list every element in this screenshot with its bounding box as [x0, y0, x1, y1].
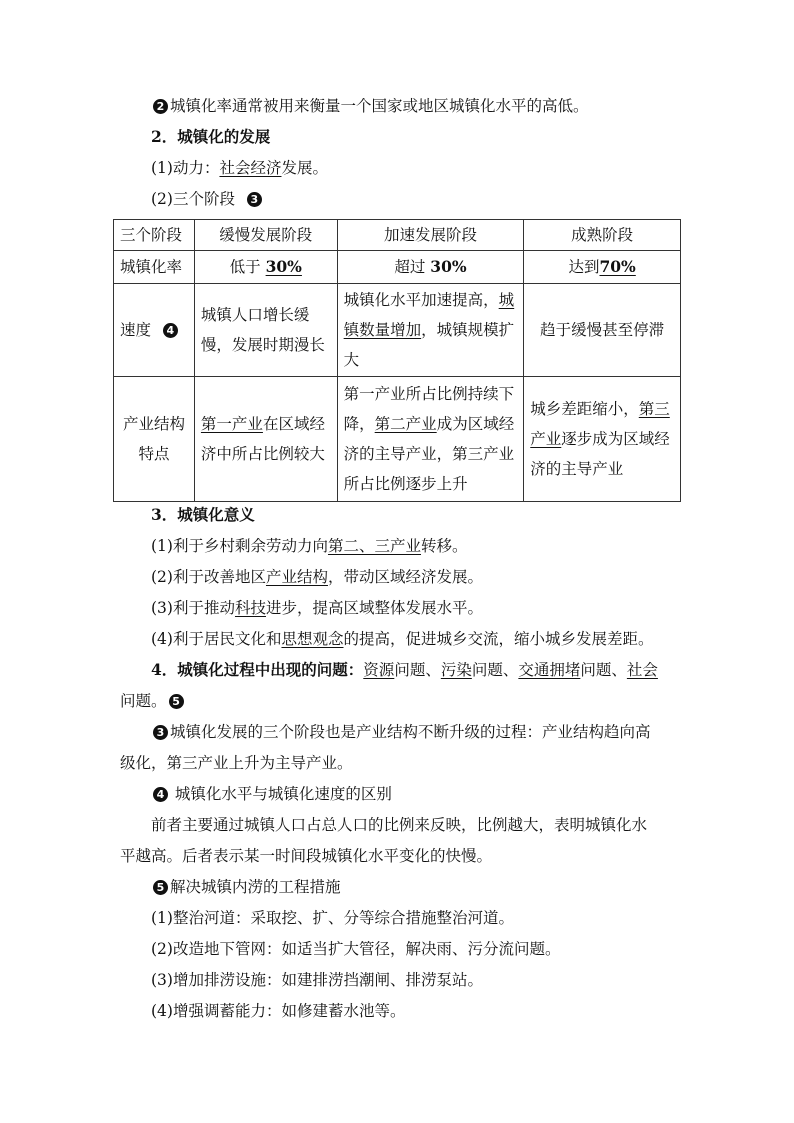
row-label: 城镇化率: [114, 251, 195, 284]
table-cell: 达到70%: [524, 251, 681, 284]
table-cell: 城乡差距缩小，第三产业逐步成为区域经济的主导产业: [524, 377, 681, 502]
note4-line1: 前者主要通过城镇人口占总人口的比例来反映，比例越大，表明城镇化水: [151, 816, 648, 834]
table-cell: 城镇化水平加速提高，城镇数量增加，城镇规模扩大: [337, 284, 524, 377]
table-row-speed: [114, 284, 681, 377]
table-cell: 城镇人口增长缓慢，发展时期漫长: [194, 284, 337, 377]
note5-item: (1)整治河道：采取挖、扩、分等综合措施整治河道。: [151, 909, 514, 927]
note5-title: 5 解决城镇内涝的工程措施: [151, 877, 341, 897]
section4-heading: 4．城镇化过程中出现的问题：: [151, 660, 364, 679]
section3-item4: (4)利于居民文化和思想观念的提高，促进城乡交流，缩小城乡发展差距。: [151, 630, 654, 648]
row-label: 产业结构特点: [114, 377, 195, 502]
intro-note: 2 城镇化率通常被用来衡量一个国家或地区城镇化水平的高低。: [151, 96, 589, 116]
section4-line2: 问题。 5: [120, 691, 186, 711]
note4-line2: 平越高。后者表示某一时间段城镇化水平变化的快慢。: [120, 847, 493, 865]
table-row-industry: [114, 377, 681, 502]
table-cell: 超过 30%: [337, 251, 524, 284]
table-header-cell: 加速发展阶段: [337, 220, 524, 251]
section2-item1: (1)动力：社会经济发展。: [151, 159, 328, 177]
table-header-cell: 缓慢发展阶段: [194, 220, 337, 251]
note5-item: (3)增加排涝设施：如建排涝挡潮闸、排涝泵站。: [151, 971, 483, 989]
section3-item1: (1)利于乡村剩余劳动力向第二、三产业转移。: [151, 537, 468, 555]
note4-title: 4 城镇化水平与城镇化速度的区别: [151, 784, 392, 804]
section2-heading: 2．城镇化的发展: [151, 127, 271, 146]
table-cell: 低于 30%: [194, 251, 337, 284]
note5-item: (2)改造地下管网：如适当扩大管径，解决雨、污分流问题。: [151, 940, 561, 958]
note-marker-4: 4: [163, 323, 178, 338]
table-header-row: [114, 220, 681, 251]
note-marker-4: 4: [153, 787, 168, 802]
row-label: 速度 4: [114, 284, 195, 377]
table-cell: 第一产业在区域经济中所占比例较大: [194, 377, 337, 502]
section4-line1: 4．城镇化过程中出现的问题：资源问题、污染问题、交通拥堵问题、社会: [151, 660, 658, 679]
section3-heading: 3．城镇化意义: [151, 505, 255, 524]
note3-line2: 级化，第三产业上升为主导产业。: [120, 754, 353, 772]
note-marker-3: 3: [153, 725, 168, 740]
table-header-cell: 三个阶段: [114, 220, 195, 251]
note-marker-3: 3: [247, 192, 262, 207]
note-marker-5: 5: [153, 880, 168, 895]
urbanization-stages-table: [113, 219, 681, 502]
section3-item2: (2)利于改善地区产业结构，带动区域经济发展。: [151, 568, 483, 586]
table-row-rate: [114, 251, 681, 284]
note-marker-5: 5: [169, 694, 184, 709]
note-marker-2: 2: [153, 99, 168, 114]
table-cell: 第一产业所占比例持续下降，第二产业成为区域经济的主导产业，第三产业所占比例逐步上升: [337, 377, 524, 502]
note3-line1: 3 城镇化发展的三个阶段也是产业结构不断升级的过程：产业结构趋向高: [151, 722, 651, 742]
table-header-cell: 成熟阶段: [524, 220, 681, 251]
note5-item: (4)增强调蓄能力：如修建蓄水池等。: [151, 1002, 406, 1020]
section2-item2: (2)三个阶段 3: [151, 189, 264, 209]
table-cell: 趋于缓慢甚至停滞: [524, 284, 681, 377]
section3-item3: (3)利于推动科技进步，提高区域整体发展水平。: [151, 599, 483, 617]
